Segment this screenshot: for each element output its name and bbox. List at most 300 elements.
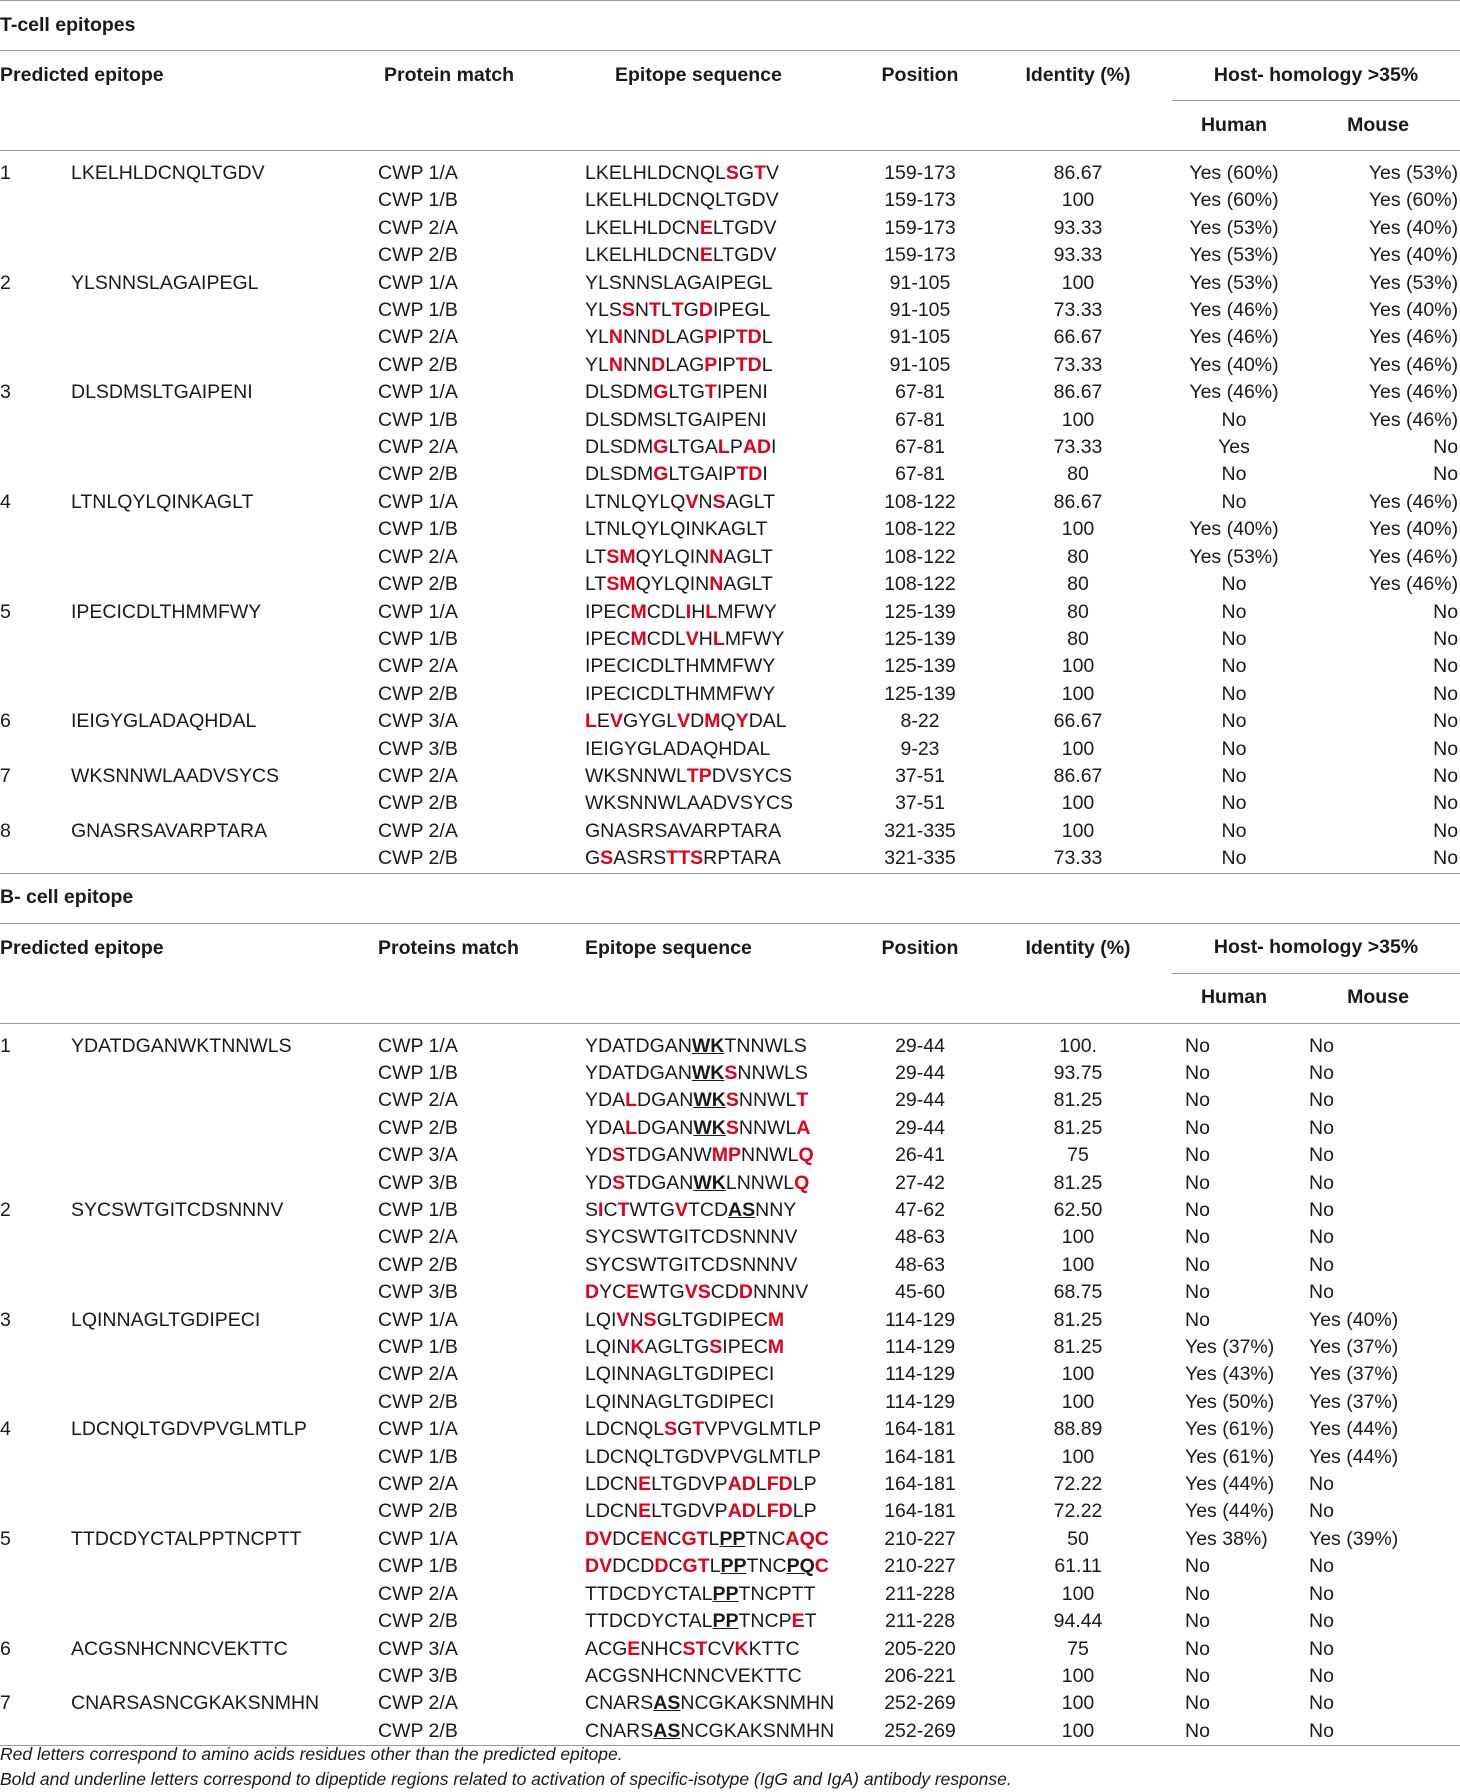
human-homology: Yes (60%) <box>1189 189 1279 212</box>
mouse-homology: No <box>1433 792 1459 815</box>
tcell-row <box>0 160 1460 187</box>
predicted-epitope: YDATDGANWKTNNWLS <box>71 1034 292 1057</box>
tcell-row <box>0 708 1460 735</box>
epitope-number <box>0 1444 71 1471</box>
mouse-homology: No <box>1433 819 1459 842</box>
protein-match: CWP 2/A <box>378 436 458 459</box>
identity: 73.33 <box>1053 353 1103 376</box>
mouse-homology: Yes (40%) <box>1309 1308 1399 1331</box>
predicted-epitope <box>71 1444 378 1471</box>
position: 108-122 <box>884 490 956 513</box>
bcell-row <box>0 1663 1460 1690</box>
mouse-homology: No <box>1296 1718 1460 1746</box>
tcell-row <box>0 516 1460 543</box>
col-position: Position <box>856 51 984 101</box>
human-homology: No <box>1221 710 1247 733</box>
bcell-row <box>0 1279 1460 1306</box>
predicted-epitope: LKELHLDCNQLTGDV <box>71 162 265 184</box>
predicted-epitope: YLSNNSLAGAIPEGL <box>71 271 259 294</box>
position: 252-269 <box>856 1718 984 1746</box>
human-homology: Yes (61%) <box>1185 1445 1275 1468</box>
predicted-epitope <box>71 1361 378 1388</box>
bcell-row <box>0 1553 1460 1580</box>
identity: 100 <box>1061 189 1095 212</box>
identity: 80 <box>1067 545 1089 568</box>
predicted-epitope <box>71 242 378 269</box>
position: 67-81 <box>895 408 945 431</box>
tcell-row <box>0 571 1460 598</box>
epitope-number <box>0 681 71 708</box>
tcell-row <box>0 544 1460 571</box>
bcell-row <box>0 1498 1460 1525</box>
identity: 86.67 <box>1053 490 1103 513</box>
protein-match: CWP 2/A <box>378 326 458 349</box>
human-homology: No <box>1221 490 1247 513</box>
position: 211-228 <box>884 1610 956 1633</box>
position: 9-23 <box>900 737 940 760</box>
predicted-epitope <box>71 516 378 543</box>
tcell-row <box>0 626 1460 653</box>
mouse-homology: Yes (37%) <box>1309 1363 1399 1386</box>
epitope-number <box>0 1334 71 1361</box>
mouse-homology: Yes (46%) <box>1368 326 1459 349</box>
protein-match: CWP 2/B <box>378 1500 458 1523</box>
human-homology: No <box>1185 1116 1210 1139</box>
epitope-sequence: LTSMQYLQINNAGLT <box>585 545 773 568</box>
col-predicted-epitope: Predicted epitope <box>0 923 378 973</box>
col-protein-match: Protein match <box>378 51 585 101</box>
epitope-sequence: YDSTDGANWKLNNWLQ <box>585 1171 810 1194</box>
epitope-number <box>0 1115 71 1142</box>
epitope-sequence: LTNLQYLQVNSAGLT <box>585 490 776 513</box>
protein-match: CWP 2/A <box>378 1089 458 1112</box>
epitope-sequence: GSASRSTTSRPTARA <box>585 845 856 873</box>
protein-match: CWP 2/A <box>378 1473 458 1496</box>
identity: 62.50 <box>1053 1199 1103 1221</box>
tcell-row <box>0 407 1460 434</box>
epitope-number <box>0 215 71 242</box>
bcell-row <box>0 1307 1460 1334</box>
predicted-epitope: IPECICDLTHMMFWY <box>71 600 262 623</box>
tcell-row <box>0 324 1460 351</box>
epitope-sequence: LKELHLDCNQLSGTV <box>585 162 780 184</box>
epitope-sequence: LDCNQLSGTVPVGLMTLP <box>585 1418 822 1441</box>
protein-match: CWP 1/B <box>378 299 458 322</box>
predicted-epitope <box>71 1279 378 1306</box>
protein-match: CWP 1/A <box>378 600 458 623</box>
predicted-epitope <box>71 1142 378 1169</box>
epitope-sequence: YDALDGANWKSNNWLA <box>585 1116 811 1139</box>
epitope-sequence: YDALDGANWKSNNWLT <box>585 1089 809 1112</box>
epitope-sequence: IPECMCDLIHLMFWY <box>585 600 777 623</box>
epitope-number <box>0 352 71 379</box>
col-host-homology: Host- homology >35% <box>1172 51 1460 101</box>
position: 29-44 <box>895 1061 945 1084</box>
position: 114-129 <box>884 1363 956 1386</box>
identity: 68.75 <box>1053 1281 1103 1304</box>
tcell-row <box>0 434 1460 461</box>
identity: 100 <box>1061 1226 1095 1249</box>
bcell-row <box>0 1170 1460 1197</box>
epitope-sequence: DVDCENCGTLPPTNCAQC <box>585 1527 829 1550</box>
bcell-header <box>0 873 1460 1033</box>
mouse-homology: No <box>1433 710 1459 733</box>
predicted-epitope <box>71 1087 378 1114</box>
epitope-sequence: GNASRSAVARPTARA <box>585 819 782 842</box>
epitope-sequence: LEVGYGLVDMQYDAL <box>585 710 787 733</box>
epitope-number: 6 <box>0 710 11 733</box>
identity: 81.25 <box>1053 1308 1103 1331</box>
human-homology: No <box>1185 1089 1210 1112</box>
mouse-homology: Yes (46%) <box>1368 381 1459 404</box>
footnote-underline-letters: Bold and underline letters correspond to dipeptide regions related to activation of specific-isotype (IgG and IgA) antibody response. <box>0 1769 1012 1789</box>
predicted-epitope <box>71 1334 378 1361</box>
tcell-row <box>0 790 1460 817</box>
epitope-number <box>0 461 71 488</box>
bcell-row <box>0 1033 1460 1060</box>
protein-match: CWP 2/B <box>378 1718 585 1746</box>
predicted-epitope <box>71 1608 378 1635</box>
protein-match: CWP 2/B <box>378 353 458 376</box>
identity: 86.67 <box>1053 381 1103 404</box>
mouse-homology: No <box>1296 845 1460 873</box>
human-homology: No <box>1221 792 1247 815</box>
human-homology: No <box>1185 1171 1210 1194</box>
tcell-row <box>0 215 1460 242</box>
epitope-sequence: SICTWTGVTCDASNNY <box>585 1199 797 1221</box>
mouse-homology: Yes (53%) <box>1368 162 1459 184</box>
human-homology: Yes (46%) <box>1189 326 1279 349</box>
epitope-sequence: IEIGYGLADAQHDAL <box>585 737 771 760</box>
predicted-epitope <box>71 571 378 598</box>
bcell-row <box>0 1142 1460 1169</box>
identity: 81.25 <box>1053 1171 1103 1194</box>
identity: 88.89 <box>1053 1418 1103 1441</box>
human-homology: No <box>1185 1226 1210 1249</box>
epitope-number <box>0 1581 71 1608</box>
bcell-row <box>0 1471 1460 1498</box>
human-homology: Yes (46%) <box>1189 299 1279 322</box>
position: 48-63 <box>895 1226 945 1249</box>
identity: 72.22 <box>1053 1500 1103 1523</box>
identity: 50 <box>1067 1527 1089 1550</box>
identity: 100 <box>1061 1664 1095 1687</box>
identity: 81.25 <box>1053 1116 1103 1139</box>
protein-match: CWP 1/B <box>378 189 458 212</box>
position: 125-139 <box>884 682 956 705</box>
epitope-sequence: YLSSNTLTGDIPEGL <box>585 299 771 322</box>
protein-match: CWP 2/B <box>378 463 458 486</box>
mouse-homology: No <box>1433 764 1459 787</box>
predicted-epitope <box>71 1663 378 1690</box>
protein-match: CWP 1/B <box>378 1061 458 1084</box>
position: 252-269 <box>884 1692 956 1715</box>
epitope-sequence: TTDCDYCTALPPTNCPTT <box>585 1582 816 1605</box>
col-predicted-epitope: Predicted epitope <box>0 51 378 101</box>
epitope-sequence: LDCNELTGDVPADLFDLP <box>585 1473 817 1496</box>
epitope-sequence: WKSNNWLTPDVSYCS <box>585 764 792 787</box>
protein-match: CWP 2/A <box>378 216 458 239</box>
identity: 100 <box>984 1718 1172 1746</box>
position: 108-122 <box>884 518 956 541</box>
epitope-sequence: YDATDGANWKSNNWLS <box>585 1061 808 1084</box>
protein-match: CWP 2/B <box>378 1116 458 1139</box>
mouse-homology: No <box>1309 1582 1334 1605</box>
epitope-number <box>0 736 71 763</box>
bcell-row <box>0 1636 1460 1663</box>
protein-match: CWP 2/B <box>378 1610 458 1633</box>
mouse-homology: No <box>1309 1061 1334 1084</box>
position: 125-139 <box>884 655 956 678</box>
mouse-homology: No <box>1309 1473 1334 1496</box>
identity: 80 <box>1067 463 1089 486</box>
mouse-homology: No <box>1309 1116 1334 1139</box>
predicted-epitope: WKSNNWLAADVSYCS <box>71 764 280 787</box>
mouse-homology: No <box>1433 463 1459 486</box>
epitope-number <box>0 1087 71 1114</box>
position: 29-44 <box>895 1089 945 1112</box>
tcell-row <box>0 242 1460 269</box>
human-homology: No <box>1185 1610 1210 1633</box>
epitope-sequence: LTSMQYLQINNAGLT <box>585 573 773 596</box>
tcell-row <box>0 379 1460 406</box>
tcell-row <box>0 270 1460 297</box>
tcell-row <box>0 763 1460 790</box>
tcell-rows <box>0 160 1460 873</box>
position: 206-221 <box>884 1664 956 1687</box>
bcell-row <box>0 1690 1460 1717</box>
identity: 100 <box>1061 271 1095 294</box>
bcell-row <box>0 1526 1460 1553</box>
protein-match: CWP 1/B <box>378 518 458 541</box>
protein-match: CWP 1/B <box>378 1445 458 1468</box>
bcell-row <box>0 1252 1460 1279</box>
protein-match: CWP 3/A <box>378 1144 458 1167</box>
tcell-row <box>0 352 1460 379</box>
protein-match: CWP 2/B <box>378 1253 458 1276</box>
epitope-number <box>0 1498 71 1525</box>
identity: 100 <box>1061 819 1095 842</box>
identity: 100 <box>1061 518 1095 541</box>
position: 159-173 <box>884 216 956 239</box>
bcell-row <box>0 1060 1460 1087</box>
predicted-epitope <box>71 653 378 680</box>
position: 164-181 <box>884 1473 956 1496</box>
position: 164-181 <box>884 1445 956 1468</box>
epitope-sequence: LQINNAGLTGDIPECI <box>585 1363 775 1386</box>
bcell-title: B- cell epitope <box>0 886 134 909</box>
human-homology: Yes (61%) <box>1185 1418 1275 1441</box>
bcell-row <box>0 1087 1460 1114</box>
protein-match: CWP 1/B <box>378 1336 458 1359</box>
mouse-homology: Yes (40%) <box>1368 299 1459 322</box>
identity: 81.25 <box>1053 1336 1103 1359</box>
epitope-number <box>0 790 71 817</box>
epitope-sequence: DLSDMGLTGALPADI <box>585 436 777 459</box>
epitope-number: 5 <box>0 600 11 623</box>
epitope-number: 3 <box>0 381 11 404</box>
mouse-homology: No <box>1309 1034 1334 1057</box>
position: 159-173 <box>884 189 956 212</box>
protein-match: CWP 2/A <box>378 655 458 678</box>
predicted-epitope <box>71 1471 378 1498</box>
mouse-homology: Yes (39%) <box>1309 1527 1399 1550</box>
epitope-sequence: LTNLQYLQINKAGLT <box>585 518 768 541</box>
epitope-sequence: DLSDMGLTGAIPTDI <box>585 463 768 486</box>
mouse-homology: No <box>1309 1281 1334 1304</box>
mouse-homology: No <box>1433 600 1459 623</box>
bcell-row <box>0 1334 1460 1361</box>
human-homology: Yes (60%) <box>1189 162 1279 184</box>
protein-match: CWP 2/A <box>378 1582 458 1605</box>
mouse-homology: Yes (46%) <box>1368 490 1459 513</box>
position: 114-129 <box>884 1308 956 1331</box>
identity: 93.33 <box>1053 244 1103 267</box>
epitope-number <box>0 324 71 351</box>
human-homology: No <box>1172 1718 1296 1746</box>
predicted-epitope <box>71 626 378 653</box>
mouse-homology: No <box>1309 1692 1334 1715</box>
predicted-epitope: IEIGYGLADAQHDAL <box>71 710 257 733</box>
human-homology: Yes (53%) <box>1189 271 1279 294</box>
human-homology: Yes (43%) <box>1185 1363 1275 1386</box>
human-homology: No <box>1221 737 1247 760</box>
mouse-homology: No <box>1309 1610 1334 1633</box>
position: 47-62 <box>895 1199 945 1221</box>
predicted-epitope: LDCNQLTGDVPVGLMTLP <box>71 1418 307 1441</box>
identity: 100 <box>1061 737 1095 760</box>
epitope-number <box>0 653 71 680</box>
protein-match: CWP 2/B <box>378 573 458 596</box>
predicted-epitope <box>71 461 378 488</box>
epitope-number <box>0 1361 71 1388</box>
human-homology: No <box>1185 1061 1210 1084</box>
identity: 100 <box>1061 1253 1095 1276</box>
epitope-number: 5 <box>0 1527 11 1550</box>
position: 37-51 <box>895 764 945 787</box>
position: 125-139 <box>884 627 956 650</box>
human-homology: No <box>1185 1144 1210 1167</box>
identity: 73.33 <box>1053 436 1103 459</box>
epitope-number <box>0 845 71 873</box>
epitope-sequence: DYCEWTGVSCDDNNNV <box>585 1281 809 1304</box>
bcell-row <box>0 1224 1460 1251</box>
human-homology: No <box>1185 1199 1210 1221</box>
position: 67-81 <box>895 381 945 404</box>
predicted-epitope <box>71 1170 378 1197</box>
mouse-homology: Yes (40%) <box>1368 244 1459 267</box>
predicted-epitope <box>71 297 378 324</box>
epitope-sequence: LDCNELTGDVPADLFDLP <box>585 1500 817 1523</box>
epitope-number: 4 <box>0 490 11 513</box>
bcell-row <box>0 1361 1460 1388</box>
protein-match: CWP 2/B <box>378 244 458 267</box>
protein-match: CWP 1/A <box>378 1418 458 1441</box>
identity: 66.67 <box>1053 326 1103 349</box>
identity: 100 <box>1061 682 1095 705</box>
protein-match: CWP 2/A <box>378 545 458 568</box>
identity: 80 <box>1067 600 1089 623</box>
predicted-epitope <box>71 1115 378 1142</box>
human-homology: No <box>1221 408 1247 431</box>
epitope-number <box>0 1608 71 1635</box>
epitope-sequence: SYCSWTGITCDSNNNV <box>585 1226 798 1249</box>
epitope-sequence: LKELHLDCNELTGDV <box>585 244 777 267</box>
identity: 100 <box>1061 408 1095 431</box>
mouse-homology: No <box>1309 1171 1334 1194</box>
col-position: Position <box>856 923 984 973</box>
col-epitope-sequence: Epitope sequence <box>585 51 856 101</box>
bcell-row <box>0 1416 1460 1443</box>
mouse-homology: Yes (60%) <box>1368 189 1459 212</box>
identity: 73.33 <box>984 845 1172 873</box>
mouse-homology: No <box>1433 436 1459 459</box>
human-homology: No <box>1185 1034 1210 1057</box>
identity: 73.33 <box>1053 299 1103 322</box>
position: 159-173 <box>884 162 956 184</box>
protein-match: CWP 2/A <box>378 1226 458 1249</box>
protein-match: CWP 2/B <box>378 845 585 873</box>
epitope-number: 1 <box>0 162 11 184</box>
bcell-row <box>0 1608 1460 1635</box>
epitope-sequence: DLSDMGLTGTIPENI <box>585 381 768 404</box>
epitope-sequence: WKSNNWLAADVSYCS <box>585 792 794 815</box>
predicted-epitope: LQINNAGLTGDIPECI <box>71 1308 261 1331</box>
identity: 100 <box>1061 1445 1095 1468</box>
human-homology: No <box>1185 1664 1210 1687</box>
position: 211-228 <box>884 1582 956 1605</box>
position: 108-122 <box>884 545 956 568</box>
human-homology: Yes (44%) <box>1185 1473 1275 1496</box>
mouse-homology: Yes (46%) <box>1368 573 1459 596</box>
identity: 100 <box>1061 1390 1095 1413</box>
col-human: Human <box>1172 101 1296 151</box>
epitope-sequence: IPECICDLTHMMFWY <box>585 655 776 678</box>
epitope-number <box>0 1142 71 1169</box>
mouse-homology: No <box>1309 1555 1334 1578</box>
identity: 100 <box>1061 655 1095 678</box>
mouse-homology: Yes (44%) <box>1309 1445 1399 1468</box>
mouse-homology: No <box>1309 1199 1334 1221</box>
protein-match: CWP 3/B <box>378 1664 458 1687</box>
protein-match: CWP 2/A <box>378 1363 458 1386</box>
position: 210-227 <box>884 1527 956 1550</box>
identity: 80 <box>1067 627 1089 650</box>
identity: 80 <box>1067 573 1089 596</box>
human-homology: No <box>1221 764 1247 787</box>
protein-match: CWP 2/B <box>378 682 458 705</box>
epitope-sequence: LQIVNSGLTGDIPECM <box>585 1308 785 1331</box>
predicted-epitope <box>71 1224 378 1251</box>
position: 91-105 <box>889 271 951 294</box>
col-identity: Identity (%) <box>984 923 1172 973</box>
mouse-homology: No <box>1309 1226 1334 1249</box>
position: 321-335 <box>856 845 984 873</box>
epitope-number: 1 <box>0 1034 11 1057</box>
bcell-row <box>0 1389 1460 1416</box>
position: 29-44 <box>895 1116 945 1139</box>
predicted-epitope <box>71 324 378 351</box>
mouse-homology: No <box>1433 655 1459 678</box>
col-host-homology: Host- homology >35% <box>1172 923 1460 973</box>
predicted-epitope <box>71 790 378 817</box>
position: 91-105 <box>889 326 951 349</box>
human-homology: No <box>1221 819 1247 842</box>
predicted-epitope <box>71 407 378 434</box>
position: 164-181 <box>884 1418 956 1441</box>
human-homology: No <box>1221 655 1247 678</box>
position: 91-105 <box>889 353 951 376</box>
